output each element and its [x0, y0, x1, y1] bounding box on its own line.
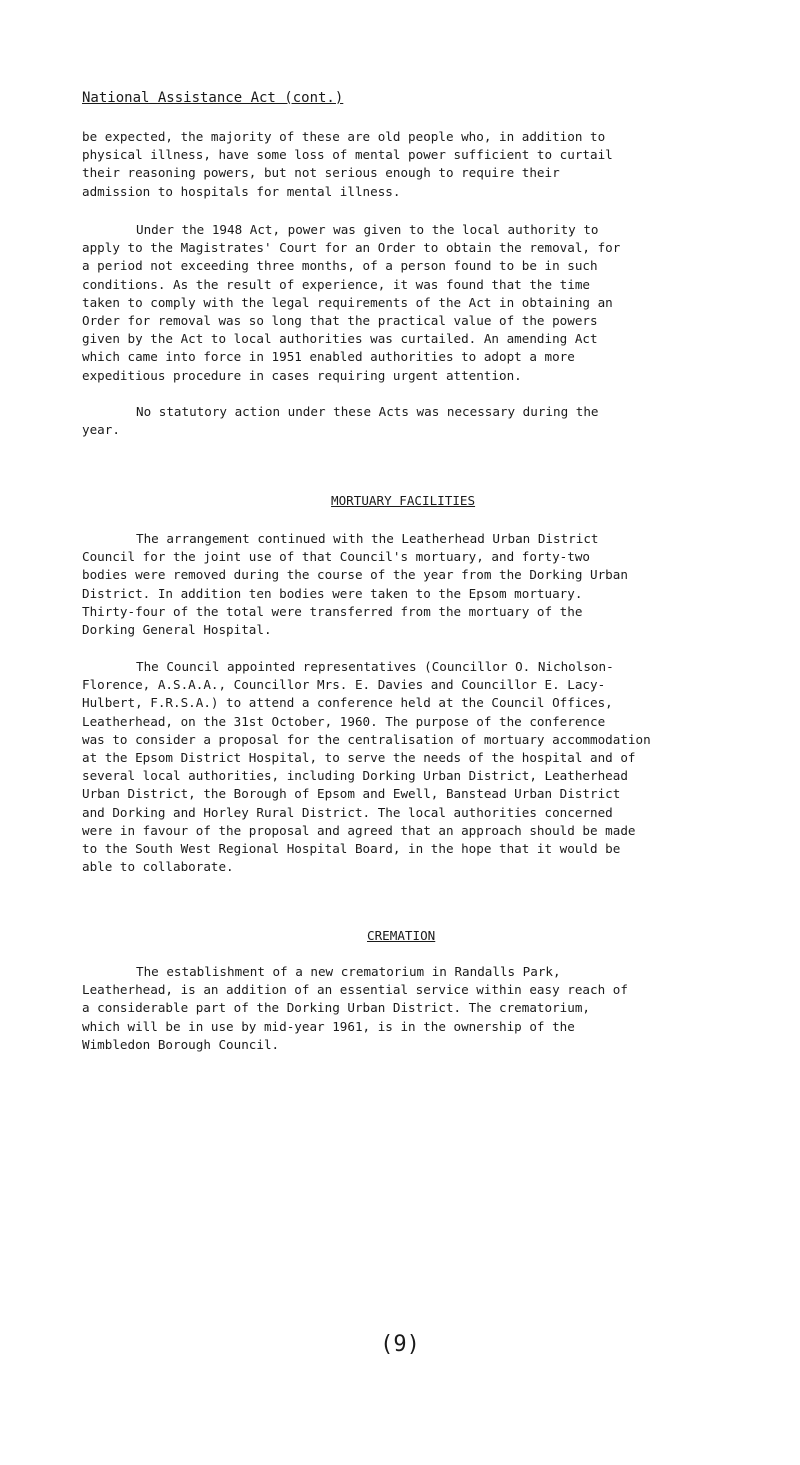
text-line: Dorking General Hospital.: [82, 622, 272, 638]
text-line: a considerable part of the Dorking Urban District. The crematorium,: [82, 1000, 590, 1016]
text-line: admission to hospitals for mental illness.: [82, 183, 401, 199]
text-line: a period not exceeding three months, of a person found to be in such: [82, 258, 598, 274]
text-line: conditions. As the result of experience, it was found that the time: [82, 276, 590, 292]
text-line: physical illness, have some loss of mental power sufficient to curtail: [82, 147, 613, 163]
text-line: Thirty-four of the total were transferred from the mortuary of the: [82, 603, 583, 619]
text-line: Florence, A.S.A.A., Councillor Mrs. E. Davies and Councillor E. Lacy-: [82, 677, 606, 693]
text-line: bodies were removed during the course of the year from the Dorking Urban: [82, 567, 628, 583]
text-line: Hulbert, F.R.S.A.) to attend a conference held at the Council Offices,: [82, 695, 613, 711]
text-line: Wimbledon Borough Council.: [82, 1036, 280, 1052]
paragraph-mortuary-arrangement: [82, 530, 732, 639]
text-line: given by the Act to local authorities was curtailed. An amending Act: [82, 331, 598, 347]
text-line: Under the 1948 Act, power was given to the local authority to: [136, 222, 599, 237]
text-line: Leatherhead, is an addition of an essential service within easy reach of: [82, 982, 628, 998]
text-line: The arrangement continued with the Leatherhead Urban District: [136, 531, 599, 546]
text-line: Leatherhead, on the 31st October, 1960. The purpose of the conference: [82, 713, 606, 729]
text-line: able to collaborate.: [82, 859, 234, 875]
text-line: were in favour of the proposal and agreed that an approach should be made: [82, 822, 636, 838]
paragraph-1948-act: [82, 221, 732, 385]
text-line: apply to the Magistrates' Court for an Order to obtain the removal, for: [82, 240, 621, 256]
running-head: National Assistance Act (cont.): [82, 90, 344, 106]
text-line: taken to comply with the legal requirements of the Act in obtaining an: [82, 294, 613, 310]
text-line: at the Epsom District Hospital, to serve the needs of the hospital and of: [82, 750, 636, 766]
paragraph-conference: [82, 658, 732, 876]
text-line: several local authorities, including Dorking Urban District, Leatherhead: [82, 768, 628, 784]
text-line: be expected, the majority of these are old people who, in addition to: [82, 129, 606, 144]
text-line: No statutory action under these Acts was necessary during the: [136, 404, 599, 419]
text-line: The Council appointed representatives (Councillor O. Nicholson-: [136, 659, 614, 674]
text-line: expeditious procedure in cases requiring urgent attention.: [82, 367, 522, 383]
text-line: their reasoning powers, but not serious enough to require their: [82, 165, 560, 181]
text-line: and Dorking and Horley Rural District. The local authorities concerned: [82, 804, 613, 820]
text-line: which came into force in 1951 enabled authorities to adopt a more: [82, 349, 575, 365]
text-line: year.: [82, 422, 120, 438]
text-line: Council for the joint use of that Council's mortuary, and forty-two: [82, 549, 590, 565]
paragraph-crematorium: [82, 963, 732, 1054]
text-line: Order for removal was so long that the practical value of the powers: [82, 313, 598, 329]
text-line: which will be in use by mid-year 1961, is in the ownership of the: [82, 1018, 575, 1034]
heading-mortuary-facilities: MORTUARY FACILITIES: [331, 493, 476, 508]
text-line: to the South West Regional Hospital Board, in the hope that it would be: [82, 841, 621, 857]
paragraph-no-statutory-action: [82, 403, 732, 439]
text-line: Urban District, the Borough of Epsom and Ewell, Banstead Urban District: [82, 786, 621, 802]
paragraph-continuation: [82, 128, 732, 201]
text-line: District. In addition ten bodies were taken to the Epsom mortuary.: [82, 585, 583, 601]
text-line: was to consider a proposal for the centralisation of mortuary accommodation: [82, 731, 651, 747]
page-number: (9): [380, 1332, 420, 1357]
text-line: The establishment of a new crematorium in Randalls Park,: [136, 964, 561, 979]
heading-cremation: CREMATION: [367, 928, 436, 943]
